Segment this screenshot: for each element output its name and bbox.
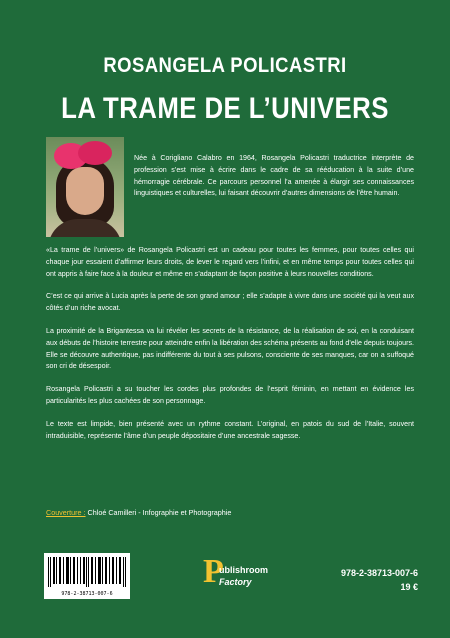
publisher-name-2: Factory: [219, 577, 252, 587]
publisher-logo: P ublishroom Factory: [203, 553, 268, 590]
synopsis-paragraph: Rosangela Policastri a su toucher les cordes plus profondes de l’esprit féminin, en mettant en évidence les particularités les plus cachées de son personnage.: [46, 385, 414, 405]
cover-credit: [46, 508, 231, 517]
synopsis-paragraph: «La trame de l’univers» de Rosangela Policastri est un cadeau pour toutes les femmes, pour toutes celles qui chaque jour essaient d’affirmer leurs droits, de lever le regard vers l’infini, et en même temps pour toutes celles qui ont appris à faire face à la douleur et même en s’adaptant de façon positive à leurs nouvelles conditions.: [46, 246, 414, 278]
isbn: 978-2-38713-007-6: [340, 568, 418, 578]
isbn-block: [341, 566, 418, 594]
barcode-bars: [48, 557, 126, 587]
credit-label: Couverture :: [46, 508, 86, 517]
barcode-number: 978-2-38713-007-6: [61, 591, 113, 597]
credit-text: Chloé Camilleri - Infographie et Photographie: [85, 508, 232, 517]
author-photo: [46, 137, 124, 237]
synopsis: [46, 245, 414, 453]
synopsis-paragraph: C’est ce qui arrive à Lucia après la perte de son grand amour ; elle s’adapte à vivre dans une société qui la veut aux côtés d’un riche avocat.: [46, 292, 414, 313]
price: 19 €: [400, 582, 418, 592]
author-bio: Née à Corigliano Calabro en 1964, Rosangela Policastri traductrice interprète de profession s’est mise à écrire dans le cadre de sa rééducation à la suite d’une hémorragie cérébrale. Ce parcours personnel l’a amenée à élargir ses connaissances linguistiques et culturelles, lui faisant découvrir d’autres dimensions de l’être humain.: [134, 154, 414, 198]
publisher-name: ublishroom: [219, 565, 268, 575]
synopsis-paragraph: Le texte est limpide, bien présenté avec un rythme constant. L’original, en patois du sud de l’Italie, souvent intraduisible, représente l’âme d’un peuple dépositaire d’une ancestrale sagesse.: [46, 419, 414, 440]
book-title: LA TRAME DE L’UNIVERS: [61, 92, 389, 125]
author-name: ROSANGELA POLICASTRI: [103, 54, 347, 77]
synopsis-paragraph: La proximité de la Brigantessa va lui révéler les secrets de la résistance, de la réalisation de soi, en la conduisant aux débuts de l’histoire terrestre pour atteindre enfin la libération des schéma présents au fond d’elle depuis toujours. Elle se découvre authentique, pas indifférente du tout à ses pulsons, consciente de ses manques, car on a suffoqué son cri de désespoir.: [46, 326, 414, 371]
barcode: [44, 553, 130, 599]
